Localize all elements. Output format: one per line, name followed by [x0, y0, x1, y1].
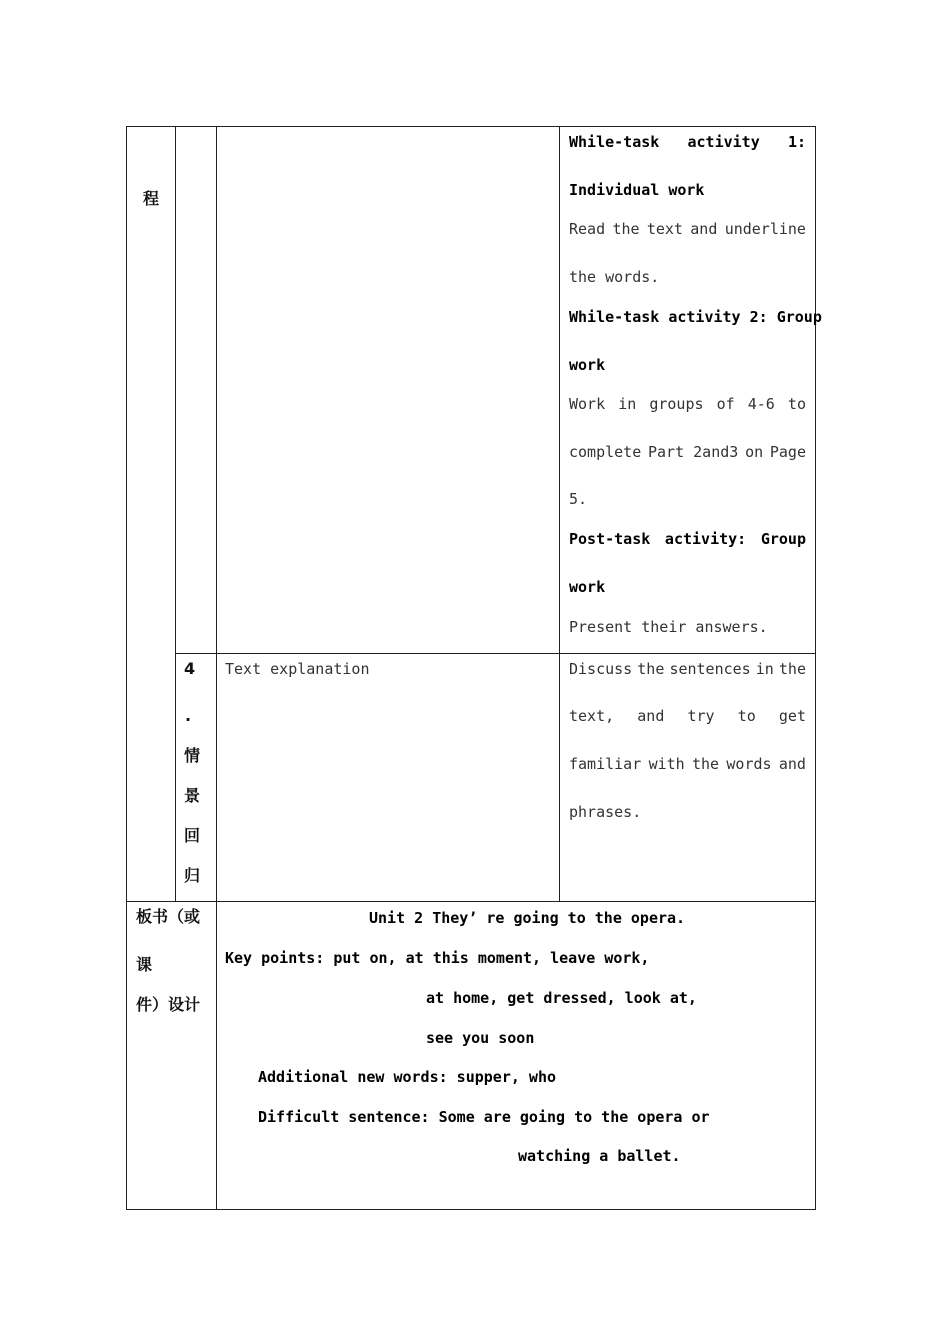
student-activity-word: to — [737, 707, 756, 725]
while-task-2-title-line2: work — [569, 356, 606, 374]
post-task-title — [569, 529, 806, 549]
while-task-2-desc-line2 — [569, 442, 806, 462]
while-task-2-desc-word: 4-6 — [747, 395, 775, 413]
while-task-1-title — [569, 132, 806, 152]
board-key-points-line1: Key points: put on, at this moment, leave work, — [225, 949, 650, 967]
while-task-2-desc-word: Page — [769, 443, 806, 461]
divider-row-1 — [175, 653, 816, 654]
while-task-2-desc-word: Part 2and3 — [648, 443, 739, 461]
while-task-2-desc-word: to — [787, 395, 806, 413]
while-task-2-desc-word: in — [618, 395, 637, 413]
student-activity-word: get — [778, 707, 806, 725]
while-task-1-subtitle: Individual work — [569, 181, 705, 199]
board-label-line3: 件）设计 — [136, 995, 201, 1014]
while-task-2-desc-word: complete — [569, 443, 642, 461]
board-title: Unit 2 They’ re going to the opera. — [369, 909, 686, 927]
while-task-2-desc-word: of — [716, 395, 735, 413]
step-char: 归 — [184, 866, 201, 885]
board-additional-words: Additional new words: supper, who — [258, 1068, 557, 1086]
post-task-title-word: activity: — [664, 530, 747, 548]
while-task-1-title-word: 1: — [787, 133, 806, 151]
while-task-1-desc-word: underline — [724, 220, 806, 238]
student-activity-word: text, — [569, 707, 615, 725]
post-task-title-line2: work — [569, 578, 606, 596]
while-task-1-desc-word: Read — [569, 220, 606, 238]
board-difficult-sentence-line1: Difficult sentence: Some are going to the opera or — [258, 1108, 710, 1126]
student-activity-word: familiar — [569, 755, 642, 773]
while-task-2-desc-word: Work — [569, 395, 606, 413]
while-task-2-desc-word: groups — [649, 395, 704, 413]
post-task-desc: Present their answers. — [569, 618, 768, 636]
step-number: 4 — [184, 659, 196, 678]
board-label-line2: 课 — [136, 955, 153, 974]
while-task-1-desc-word: and — [690, 220, 718, 238]
while-task-1-desc — [569, 219, 806, 239]
board-key-points-line2: at home, get dressed, look at, — [426, 989, 697, 1007]
student-activity-word: try — [687, 707, 715, 725]
divider-col-1 — [175, 126, 176, 902]
step-dot: . — [185, 706, 192, 725]
student-activity-line2 — [569, 706, 806, 726]
student-activity-word: the — [778, 660, 806, 678]
student-activity-line4: phrases. — [569, 803, 642, 821]
student-activity-word: words — [726, 755, 772, 773]
board-label-line1: 板书（或 — [136, 907, 201, 926]
student-activity-word: Discuss — [569, 660, 633, 678]
while-task-2-desc — [569, 394, 806, 414]
student-activity-word: in — [755, 660, 774, 678]
while-task-2-desc-word: on — [745, 443, 764, 461]
student-activity-line3 — [569, 754, 806, 774]
student-activity-line1 — [569, 659, 806, 679]
while-task-2-desc-line3: 5. — [569, 490, 588, 508]
while-task-2-title: While-task activity 2: Group — [569, 308, 822, 326]
post-task-title-word: Post-task — [569, 530, 651, 548]
divider-row-2 — [126, 901, 816, 902]
board-difficult-sentence-line2: watching a ballet. — [518, 1147, 681, 1165]
divider-col-2 — [216, 126, 217, 1210]
student-activity-word: with — [648, 755, 685, 773]
student-activity-word: and — [778, 755, 806, 773]
step-char: 景 — [184, 786, 201, 805]
student-activity-word: the — [692, 755, 720, 773]
student-activity-word: and — [637, 707, 665, 725]
board-key-points-line3: see you soon — [426, 1029, 535, 1047]
while-task-1-desc-word: the — [612, 220, 640, 238]
teacher-activity: Text explanation — [225, 660, 370, 678]
section-label: 程 — [143, 189, 160, 208]
student-activity-word: sentences — [669, 660, 751, 678]
post-task-title-word: Group — [760, 530, 806, 548]
student-activity-word: the — [637, 660, 665, 678]
step-char: 情 — [184, 746, 201, 765]
while-task-1-desc-word: text — [646, 220, 683, 238]
while-task-1-desc-line2: the words. — [569, 268, 660, 286]
while-task-1-title-word: While-task — [569, 133, 660, 151]
while-task-1-title-word: activity — [687, 133, 760, 151]
divider-col-3 — [559, 126, 560, 902]
step-char: 回 — [184, 826, 201, 845]
